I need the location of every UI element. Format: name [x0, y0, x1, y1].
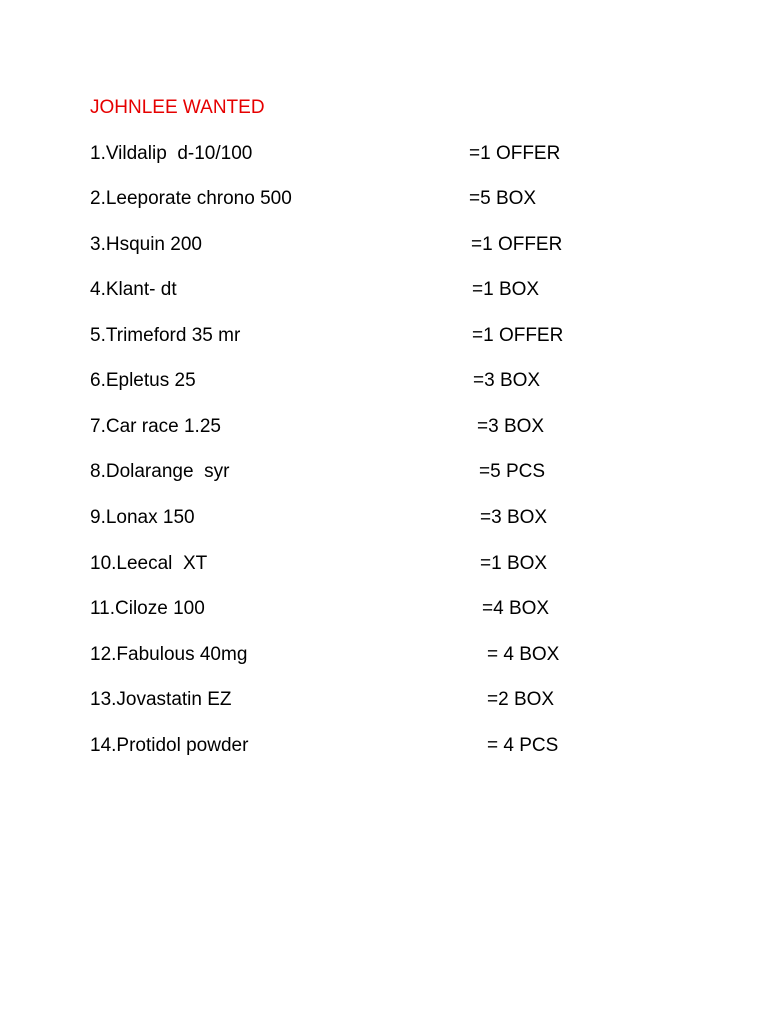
item-name: 12.Fabulous 40mg — [90, 644, 248, 665]
list-item — [0, 277, 768, 303]
item-name: 1.Vildalip d-10/100 — [90, 143, 253, 164]
item-name: 13.Jovastatin EZ — [90, 689, 232, 710]
item-quantity: = 4 PCS — [487, 735, 559, 756]
item-quantity: =3 BOX — [480, 507, 548, 528]
item-name: 4.Klant- dt — [90, 279, 177, 300]
item-name: 2.Leeporate chrono 500 — [90, 188, 292, 209]
item-quantity: =5 PCS — [479, 461, 546, 482]
item-quantity: =2 BOX — [487, 689, 555, 710]
item-name: 10.Leecal XT — [90, 553, 208, 574]
item-name: 14.Protidol powder — [90, 735, 249, 756]
item-quantity: =1 BOX — [480, 553, 548, 574]
item-name: 11.Ciloze 100 — [90, 598, 205, 619]
item-name: 3.Hsquin 200 — [90, 234, 202, 255]
item-quantity: = 4 BOX — [487, 644, 560, 665]
list-item — [0, 687, 768, 713]
item-name: 8.Dolarange syr — [90, 461, 230, 482]
item-quantity: =3 BOX — [477, 416, 545, 437]
list-item — [0, 596, 768, 622]
list-item — [0, 459, 768, 485]
item-quantity: =1 OFFER — [469, 143, 561, 164]
item-name: 7.Car race 1.25 — [90, 416, 221, 437]
list-item — [0, 642, 768, 668]
list-item — [0, 505, 768, 531]
item-quantity: =1 OFFER — [472, 325, 564, 346]
list-item — [0, 368, 768, 394]
list-item — [0, 141, 768, 167]
item-quantity: =3 BOX — [473, 370, 541, 391]
item-quantity: =1 OFFER — [471, 234, 563, 255]
list-item — [0, 323, 768, 349]
list-item — [0, 733, 768, 759]
item-name: 6.Epletus 25 — [90, 370, 196, 391]
document-title: JOHNLEE WANTED — [90, 97, 265, 118]
item-quantity: =4 BOX — [482, 598, 550, 619]
list-item — [0, 414, 768, 440]
list-item — [0, 551, 768, 577]
item-quantity: =1 BOX — [472, 279, 540, 300]
item-quantity: =5 BOX — [469, 188, 537, 209]
item-name: 5.Trimeford 35 mr — [90, 325, 241, 346]
list-item — [0, 232, 768, 258]
list-item — [0, 186, 768, 212]
item-name: 9.Lonax 150 — [90, 507, 195, 528]
